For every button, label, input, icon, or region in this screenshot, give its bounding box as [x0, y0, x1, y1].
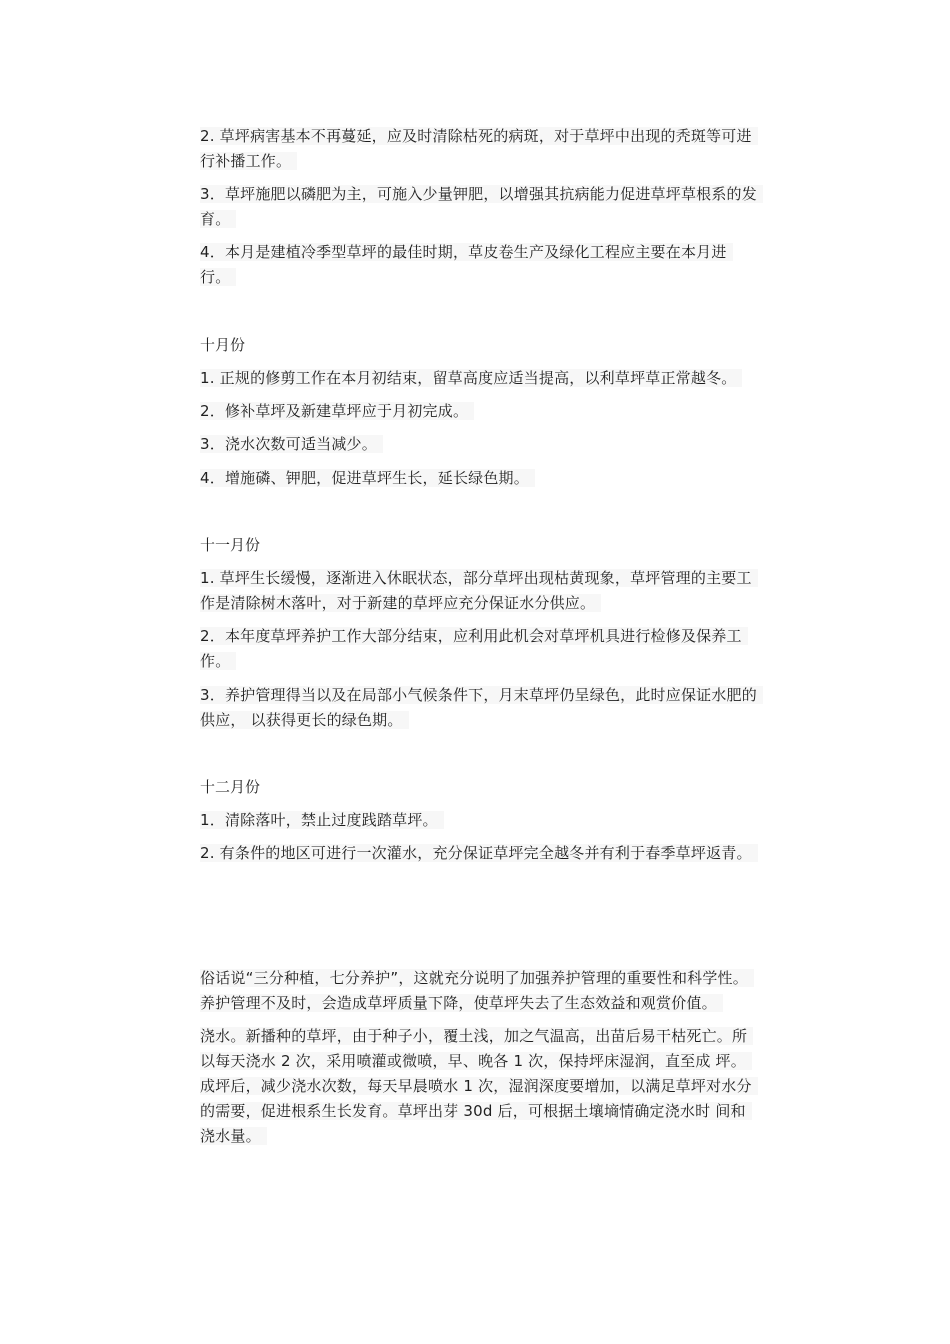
paragraph-september-2: 2. 草坪病害基本不再蔓延，应及时清除枯死的病斑，对于草坪中出现的秃斑等可进行补播工作。: [200, 124, 760, 174]
paragraph-october-4: 4．增施磷、钾肥，促进草坪生长，延长绿色期。: [200, 466, 760, 491]
paragraph-september-4: 4．本月是建植冷季型草坪的最佳时期，草皮卷生产及绿化工程应主要在本月进行。: [200, 240, 760, 290]
heading-october: 十月份: [200, 336, 246, 354]
paragraph-proverb: 俗话说“三分种植，七分养护”，这就充分说明了加强养护管理的重要性和科学性。养护管理不及时，会造成草坪质量下降，使草坪失去了生态效益和观赏价值。: [200, 966, 760, 1016]
paragraph-october-3: 3．浇水次数可适当减少。: [200, 432, 760, 457]
paragraph-december-1: 1．清除落叶，禁止过度践踏草坪。: [200, 808, 760, 833]
paragraph-november-3: 3．养护管理得当以及在局部小气候条件下，月末草坪仍呈绿色，此时应保证水肥的供应， 以获得更长的绿色期。: [200, 683, 760, 733]
paragraph-november-2: 2．本年度草坪养护工作大部分结束，应利用此机会对草坪机具进行检修及保养工作。: [200, 624, 760, 674]
paragraph-watering: 浇水。新播种的草坪，由于种子小，覆土浅，加之气温高，出苗后易干枯死亡。所以每天浇水 2 次，采用喷灌或微喷，早、晚各 1 次，保持坪床湿润，直至成 坪。成坪后，减少浇水次数，每天早晨喷水 1 次，湿润深度要增加，以满足草坪对水分的需要，促进根系生长发育。草坪出芽 30d 后，可根据土壤墒情确定浇水时 间和浇水量。: [200, 1024, 760, 1149]
paragraph-october-2: 2．修补草坪及新建草坪应于月初完成。: [200, 399, 760, 424]
paragraph-november-1: 1. 草坪生长缓慢，逐渐进入休眠状态，部分草坪出现枯黄现象，草坪管理的主要工作是清除树木落叶，对于新建的草坪应充分保证水分供应。: [200, 566, 760, 616]
paragraph-september-3: 3．草坪施肥以磷肥为主，可施入少量钾肥，以增强其抗病能力促进草坪草根系的发育。: [200, 182, 760, 232]
paragraph-october-1: 1. 正规的修剪工作在本月初结束，留草高度应适当提高，以利草坪草正常越冬。: [200, 366, 760, 391]
paragraph-december-2: 2. 有条件的地区可进行一次灌水，充分保证草坪完全越冬并有利于春季草坪返青。: [200, 841, 760, 866]
heading-december: 十二月份: [200, 778, 261, 796]
heading-november: 十一月份: [200, 536, 261, 554]
